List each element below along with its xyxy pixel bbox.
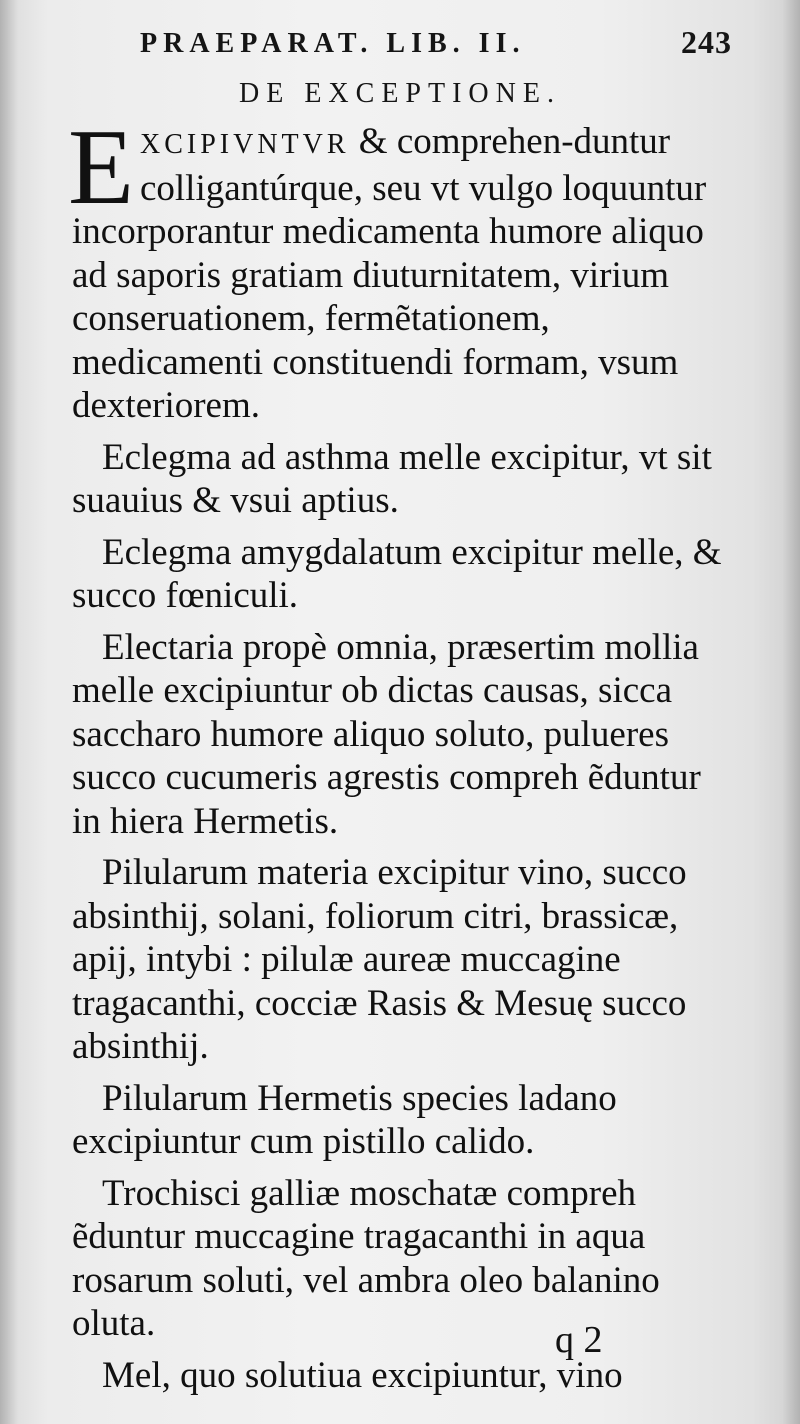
- page-edge-shadow: [782, 0, 800, 1424]
- running-head: [140, 24, 740, 64]
- page-gutter-shadow: [0, 0, 18, 1424]
- drop-cap-initial: E: [68, 108, 134, 227]
- first-words: XCIPIVNTVR: [139, 129, 350, 160]
- signature-mark: q 2: [555, 1319, 603, 1361]
- running-title: PRAEPARAT. LIB. II.: [140, 28, 526, 59]
- paragraph-1-text: & comprehen-duntur colligantúrque, seu vt vulgo loquuntur incorporantur medicamenta humore aliquo ad saporis gratiam diuturnitatem, virium conseruationem, fermẽtationem, medicamenti constituendi formam, vsum dexteriorem.: [72, 121, 707, 426]
- paragraph-7: Trochisci galliæ moschatæ compreh ẽduntur muccagine tragacanthi in aqua rosarum soluti, vel ambra oleo balanino oluta.: [72, 1172, 660, 1344]
- paragraph-5: Pilularum materia excipitur vino, succo absinthij, solani, foliorum citri, brassicæ, apij, intybi : pilulæ aureæ muccagine tragacanthi, cocciæ Rasis & Mesuę succo absinthij.: [72, 852, 687, 1067]
- paragraph-4: Electaria propè omnia, præsertim mollia melle excipiuntur ob dictas causas, sicca saccharo humore aliquo soluto, pulueres succo cucumeris agrestis compreh ẽduntur in hiera Hermetis.: [72, 626, 701, 842]
- paragraph-6: Pilularum Hermetis species ladano excipiuntur cum pistillo calido.: [72, 1077, 617, 1162]
- page-body: [68, 108, 737, 1397]
- paragraph-2: Eclegma ad asthma melle excipitur, vt sit suauius & vsui aptius.: [72, 436, 712, 521]
- section-title: DE EXCEPTIONE.: [239, 78, 561, 109]
- paragraph-1: [68, 108, 737, 428]
- page-number: 243: [681, 24, 732, 60]
- paragraph-3: Eclegma amygdalatum excipitur melle, & succo fœniculi.: [72, 531, 722, 616]
- paragraph-8: Mel, quo solutiua excipiuntur, vino: [102, 1354, 623, 1396]
